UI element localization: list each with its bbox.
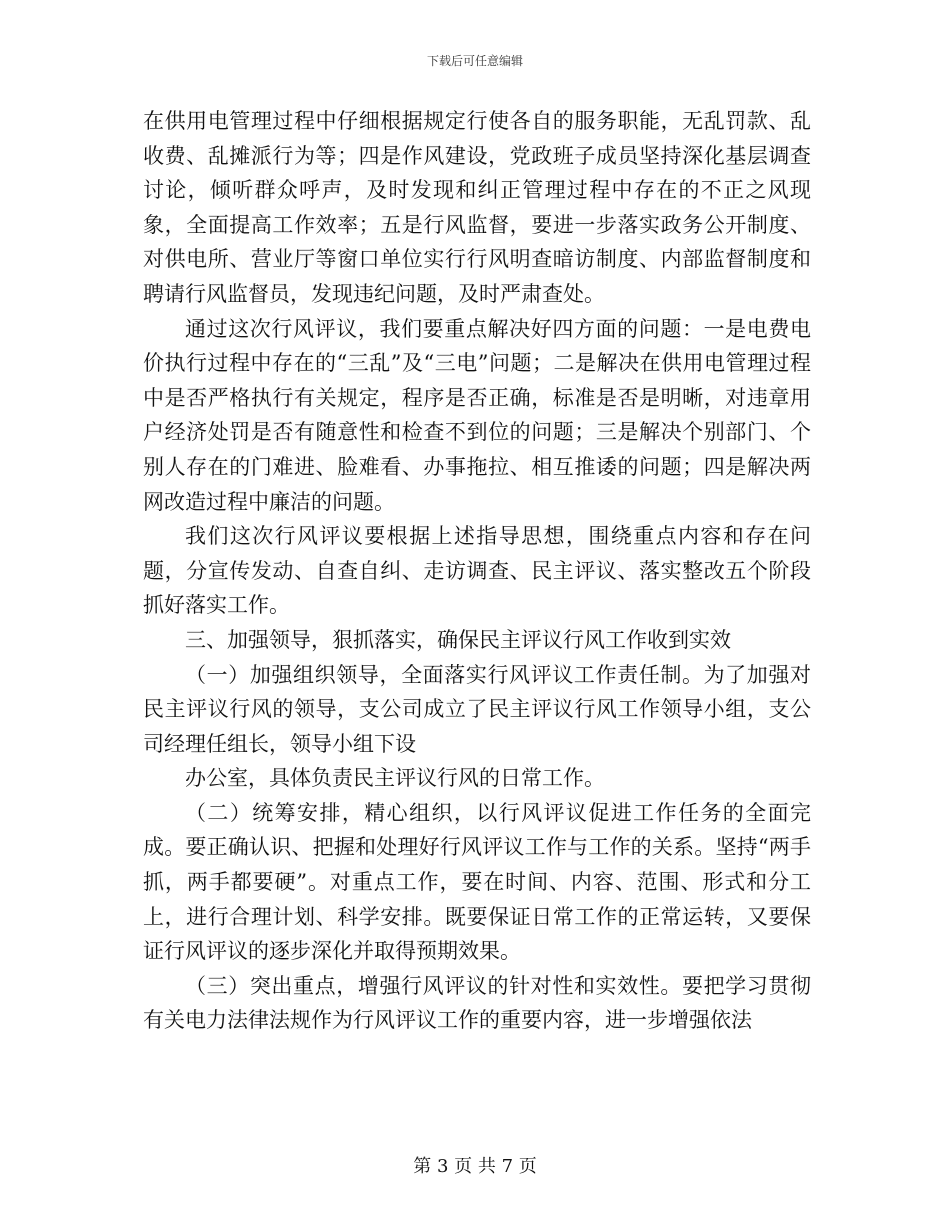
paragraph-2: 通过这次行风评议，我们要重点解决好四方面的问题：一是电费电价执行过程中存在的“三乱”及“三电”问题；二是解决在供用电管理过程中是否严格执行有关规定，程序是否正确，标准是否是明晰，对违章用户经济处罚是否有随意性和检查不到位的问题；三是解决个别部门、个别人存在的门难进、脸难看、办事拖拉、相互推诿的问题；四是解决两网改造过程中廉洁的问题。: [143, 316, 811, 514]
paragraph-5: 办公室，具体负责民主评议行风的日常工作。: [185, 766, 605, 791]
paragraph-7: （三）突出重点，增强行风评议的针对性和实效性。要把学习贯彻有关电力法律法规作为行风评议工作的重要内容，进一步增强依法: [143, 973, 811, 1033]
document-body: [143, 104, 811, 1038]
paragraph-1: 在供用电管理过程中仔细根据规定行使各自的服务职能，无乱罚款、乱收费、乱摊派行为等；四是作风建设，党政班子成员坚持深化基层调查讨论，倾听群众呼声，及时发现和纠正管理过程中存在的不正之风现象，全面提高工作效率；五是行风监督，要进一步落实政务公开制度、对供电所、营业厅等窗口单位实行行风明查暗访制度、内部监督制度和聘请行风监督员，发现违纪问题，及时严肃查处。: [143, 109, 811, 306]
paragraph-4: （一）加强组织领导，全面落实行风评议工作责任制。为了加强对民主评议行风的领导，支公司成立了民主评议行风工作领导小组，支公司经理任组长，领导小组下设: [143, 662, 811, 756]
page-header: 下载后可任意编辑: [426, 54, 523, 68]
page-footer: 第 3 页 共 7 页: [413, 1156, 537, 1177]
paragraph-6: （二）统筹安排，精心组织，以行风评议促进工作任务的全面完成。要正确认识、把握和处理好行风评议工作与工作的关系。坚持“两手抓，两手都要硬”。对重点工作，要在时间、内容、范围、形式和分工上，进行合理计划、科学安排。既要保证日常工作的正常运转，又要保证行风评议的逐步深化并取得预期效果。: [143, 800, 811, 964]
section-heading-3: 三、加强领导，狠抓落实，确保民主评议行风工作收到实效: [185, 627, 731, 652]
paragraph-3: 我们这次行风评议要根据上述指导思想，围绕重点内容和存在问题，分宣传发动、自查自纠、走访调查、民主评议、落实整改五个阶段抓好落实工作。: [143, 524, 811, 618]
